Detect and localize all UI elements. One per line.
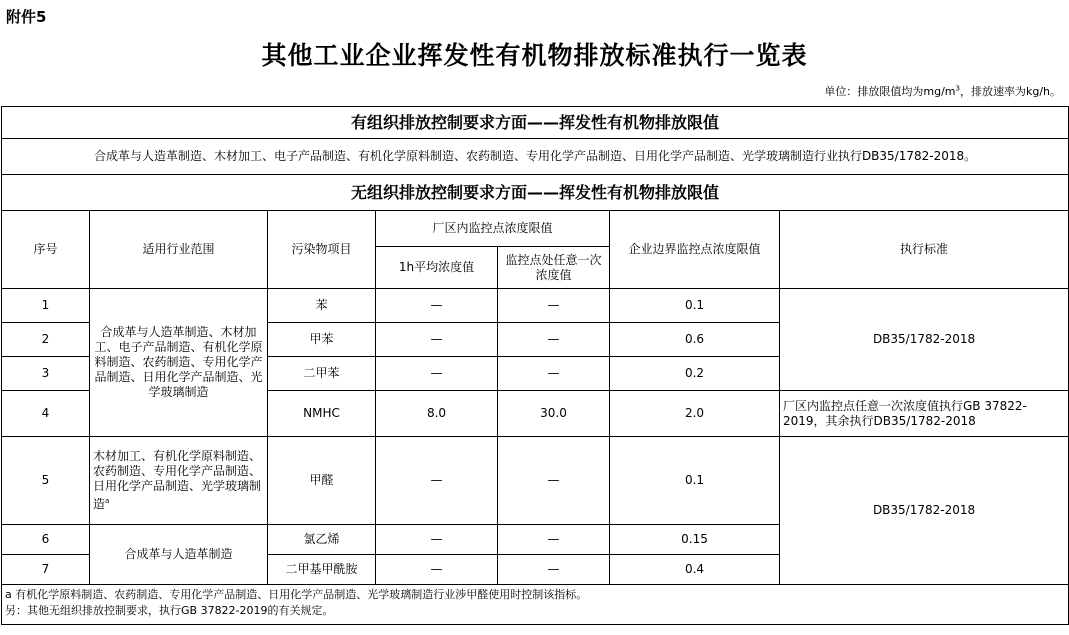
- note-a: a 有机化学原料制造、农药制造、专用化学产品制造、日用化学产品制造、光学玻璃制造行业涉甲醛使用时控制该指标。: [5, 588, 588, 601]
- row-any-once: —: [498, 357, 610, 391]
- row-avg-1h: —: [376, 525, 498, 555]
- standard-3: DB35/1782-2018: [780, 437, 1069, 585]
- header-scope: 适用行业范围: [90, 211, 268, 289]
- unit-sup: 3: [955, 84, 960, 93]
- row-any-once: —: [498, 323, 610, 357]
- row-seq: 1: [2, 289, 90, 323]
- organized-text: 合成革与人造革制造、木材加工、电子产品制造、有机化学原料制造、农药制造、专用化学产品制造、日用化学产品制造、光学玻璃制造行业执行DB35/1782-2018。: [2, 139, 1069, 175]
- row-seq: 6: [2, 525, 90, 555]
- unit-prefix: 单位：排放限值均为mg/m: [824, 85, 956, 98]
- scope-group-3: 合成革与人造革制造: [90, 525, 268, 585]
- organized-heading-row: [2, 107, 1069, 139]
- row-boundary: 0.1: [610, 437, 780, 525]
- scope-group-1: 合成革与人造革制造、木材加工、电子产品制造、有机化学原料制造、农药制造、专用化学产品制造、日用化学产品制造、光学玻璃制造: [90, 289, 268, 437]
- row-boundary: 0.15: [610, 525, 780, 555]
- scope-group-2-text: 木材加工、有机化学原料制造、农药制造、专用化学产品制造、日用化学产品制造、光学玻璃制造: [93, 449, 262, 511]
- row-pollutant: 氯乙烯: [268, 525, 376, 555]
- row-seq: 4: [2, 391, 90, 437]
- row-avg-1h: —: [376, 289, 498, 323]
- header-pollutant: 污染物项目: [268, 211, 376, 289]
- standard-2: 厂区内监控点任意一次浓度值执行GB 37822-2019，其余执行DB35/1782-2018: [780, 391, 1069, 437]
- row-any-once: —: [498, 525, 610, 555]
- row-any-once: —: [498, 437, 610, 525]
- header-any-once: 监控点处任意一次浓度值: [498, 247, 610, 289]
- table-notes: [2, 585, 1069, 625]
- row-boundary: 0.1: [610, 289, 780, 323]
- row-pollutant: 甲苯: [268, 323, 376, 357]
- header-row-1: [2, 211, 1069, 247]
- row-avg-1h: —: [376, 357, 498, 391]
- row-seq: 2: [2, 323, 90, 357]
- organized-text-row: [2, 139, 1069, 175]
- row-pollutant: NMHC: [268, 391, 376, 437]
- row-pollutant: 二甲基甲酰胺: [268, 555, 376, 585]
- unit-suffix: ，排放速率为kg/h。: [959, 85, 1061, 98]
- footnote-mark-a: a: [105, 497, 110, 505]
- row-boundary: 0.6: [610, 323, 780, 357]
- scope-group-2: [90, 437, 268, 525]
- row-avg-1h: 8.0: [376, 391, 498, 437]
- page-title: 其他工业企业挥发性有机物排放标准执行一览表: [261, 41, 808, 70]
- table-row: [2, 437, 1069, 525]
- row-pollutant: 二甲苯: [268, 357, 376, 391]
- note-other: 另：其他无组织排放控制要求，执行GB 37822-2019的有关规定。: [5, 604, 334, 617]
- header-standard: 执行标准: [780, 211, 1069, 289]
- row-any-once: —: [498, 289, 610, 323]
- table-row: [2, 289, 1069, 323]
- row-boundary: 0.4: [610, 555, 780, 585]
- row-pollutant: 甲醛: [268, 437, 376, 525]
- row-seq: 5: [2, 437, 90, 525]
- header-boundary: 企业边界监控点浓度限值: [610, 211, 780, 289]
- row-seq: 3: [2, 357, 90, 391]
- attachment-label: 附件5: [6, 8, 47, 26]
- row-avg-1h: —: [376, 555, 498, 585]
- row-boundary: 2.0: [610, 391, 780, 437]
- unorganized-heading: 无组织排放控制要求方面——挥发性有机物排放限值: [2, 175, 1069, 211]
- header-seq: 序号: [2, 211, 90, 289]
- header-avg-1h: 1h平均浓度值: [376, 247, 498, 289]
- header-plant-limit: 厂区内监控点浓度限值: [376, 211, 610, 247]
- row-seq: 7: [2, 555, 90, 585]
- organized-heading: 有组织排放控制要求方面——挥发性有机物排放限值: [2, 107, 1069, 139]
- row-any-once: 30.0: [498, 391, 610, 437]
- row-boundary: 0.2: [610, 357, 780, 391]
- standards-table: [1, 106, 1069, 625]
- standard-1: DB35/1782-2018: [780, 289, 1069, 391]
- unorganized-heading-row: [2, 175, 1069, 211]
- row-avg-1h: —: [376, 323, 498, 357]
- unit-note: [824, 83, 1061, 99]
- row-avg-1h: —: [376, 437, 498, 525]
- row-any-once: —: [498, 555, 610, 585]
- notes-row: [2, 585, 1069, 625]
- row-pollutant: 苯: [268, 289, 376, 323]
